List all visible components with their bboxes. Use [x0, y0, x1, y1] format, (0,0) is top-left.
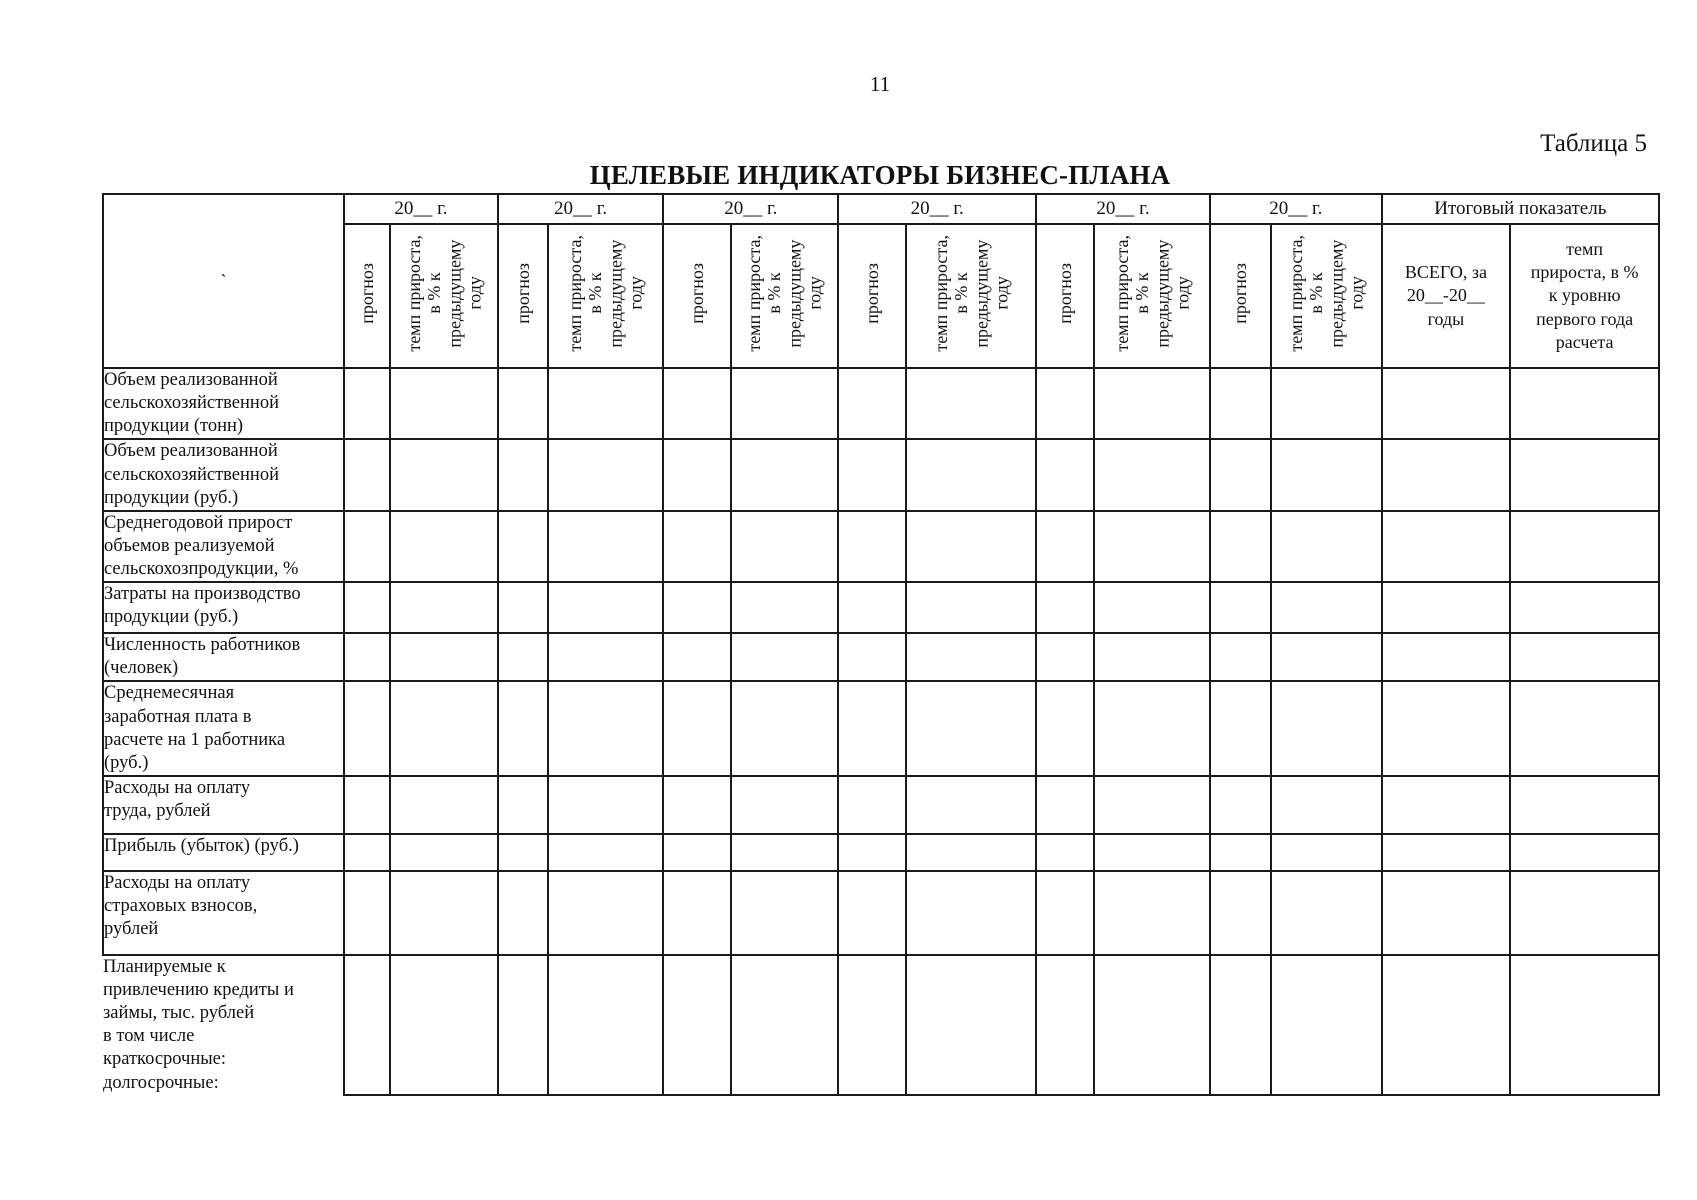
indicator-label-line: Прибыль (убыток) (руб.) — [104, 835, 299, 856]
indicator-label-line: сельскохозяйственной — [104, 393, 279, 414]
year-header-3: 20__ г. — [663, 194, 838, 224]
table-row — [103, 955, 1659, 1095]
value-cell — [1036, 582, 1094, 633]
growth-rate-label-line: предыдущему — [1326, 239, 1347, 348]
value-cell — [498, 776, 548, 834]
forecast-label: прогноз — [1055, 263, 1076, 324]
forecast-header-6 — [1210, 224, 1271, 368]
total-rate-label-line: прироста, в % — [1530, 261, 1639, 282]
value-cell — [1210, 871, 1271, 955]
total-sum-label-line: 20__-20__ — [1406, 285, 1485, 306]
value-cell — [663, 776, 730, 834]
value-cell — [498, 834, 548, 871]
document-title: ЦЕЛЕВЫЕ ИНДИКАТОРЫ БИЗНЕС-ПЛАНА — [589, 160, 1171, 190]
value-cell — [1271, 368, 1381, 439]
value-cell — [1510, 511, 1659, 582]
value-cell — [838, 368, 905, 439]
value-cell — [1382, 582, 1511, 633]
value-cell — [1094, 834, 1210, 871]
value-cell — [498, 955, 548, 1095]
total-rate-label-line: расчета — [1555, 332, 1614, 353]
value-cell — [663, 633, 730, 681]
indicator-label — [103, 633, 344, 681]
indicator-label — [103, 681, 344, 776]
indicator-label-line: объемов реализуемой — [104, 535, 275, 556]
value-cell — [548, 582, 664, 633]
total-rate-label-line: первого года — [1536, 308, 1634, 329]
indicator-label-line: Расходы на оплату — [104, 777, 251, 798]
value-cell — [1036, 871, 1094, 955]
value-cell — [1210, 582, 1271, 633]
growth-rate-label-line: в % к — [1306, 272, 1327, 315]
value-cell — [344, 368, 390, 439]
forecast-label: прогноз — [1230, 263, 1251, 324]
indicator-label-line: заработная плата в — [104, 706, 252, 727]
indicator-label-line: Объем реализованной — [104, 441, 278, 462]
value-cell — [548, 681, 664, 776]
value-cell — [731, 582, 838, 633]
year-header-2: 20__ г. — [498, 194, 664, 224]
value-cell — [390, 834, 497, 871]
value-cell — [906, 511, 1037, 582]
growth-rate-label-line: году — [625, 276, 646, 311]
value-cell — [1210, 368, 1271, 439]
value-cell — [390, 633, 497, 681]
value-cell — [344, 776, 390, 834]
value-cell — [1036, 955, 1094, 1095]
indicator-label-line: (руб.) — [104, 752, 149, 773]
growth-rate-label-line: в % к — [1131, 272, 1152, 315]
growth-rate-header-3 — [731, 224, 838, 368]
value-cell — [1094, 955, 1210, 1095]
value-cell — [1510, 955, 1659, 1095]
value-cell — [498, 368, 548, 439]
growth-rate-label-line: в % к — [950, 272, 971, 315]
value-cell — [1094, 776, 1210, 834]
year-header-1: 20__ г. — [344, 194, 498, 224]
value-cell — [344, 955, 390, 1095]
forecast-label: прогноз — [512, 263, 533, 324]
indicator-label-line: долгосрочные: — [103, 1072, 219, 1093]
total-rate-label-line: к уровню — [1548, 285, 1621, 306]
indicator-label — [103, 955, 344, 1095]
indicator-label-line: (человек) — [104, 658, 179, 679]
forecast-header-3 — [663, 224, 730, 368]
growth-rate-label-line: году — [464, 276, 485, 311]
growth-rate-header-1 — [390, 224, 497, 368]
value-cell — [344, 871, 390, 955]
indicator-label-line: Среднемесячная — [104, 683, 235, 704]
value-cell — [1036, 834, 1094, 871]
value-cell — [548, 871, 664, 955]
value-cell — [390, 955, 497, 1095]
value-cell — [498, 681, 548, 776]
year-header-6: 20__ г. — [1210, 194, 1382, 224]
value-cell — [838, 871, 905, 955]
value-cell — [663, 871, 730, 955]
table-body — [103, 368, 1659, 1095]
value-cell — [390, 871, 497, 955]
growth-rate-label-line: предыдущему — [605, 239, 626, 348]
growth-rate-label-line: темп прироста, — [565, 235, 586, 352]
value-cell — [1094, 368, 1210, 439]
indicator-label-line: в том числе — [103, 1026, 195, 1047]
value-cell — [1271, 871, 1381, 955]
value-cell — [548, 955, 664, 1095]
indicator-label-line: займы, тыс. рублей — [103, 1003, 255, 1024]
value-cell — [498, 439, 548, 510]
total-sum-header — [1382, 224, 1511, 368]
value-cell — [838, 633, 905, 681]
value-cell — [906, 368, 1037, 439]
forecast-label: прогноз — [861, 263, 882, 324]
indicator-label-line: расчете на 1 работника — [104, 729, 286, 750]
value-cell — [548, 633, 664, 681]
table-label: Таблица 5 — [1540, 130, 1647, 157]
value-cell — [344, 834, 390, 871]
indicator-label — [103, 871, 344, 955]
value-cell — [1382, 955, 1511, 1095]
growth-rate-label-line: темп прироста, — [1286, 235, 1307, 352]
value-cell — [731, 633, 838, 681]
value-cell — [663, 681, 730, 776]
value-cell — [731, 681, 838, 776]
value-cell — [1271, 834, 1381, 871]
indicator-label-line: Затраты на производство — [104, 584, 301, 605]
indicator-label — [103, 582, 344, 633]
value-cell — [548, 776, 664, 834]
value-cell — [1036, 633, 1094, 681]
growth-rate-label-line: году — [1346, 276, 1367, 311]
growth-rate-label-line: темп прироста, — [930, 235, 951, 352]
growth-rate-label-line: году — [990, 276, 1011, 311]
value-cell — [1036, 681, 1094, 776]
growth-rate-label-line: в % к — [423, 272, 444, 315]
value-cell — [1094, 871, 1210, 955]
table-row — [103, 368, 1659, 439]
growth-rate-label-line: году — [1172, 276, 1193, 311]
value-cell — [1271, 776, 1381, 834]
value-cell — [1382, 368, 1511, 439]
value-cell — [906, 834, 1037, 871]
growth-rate-label-line: предыдущему — [1152, 239, 1173, 348]
total-rate-header — [1510, 224, 1659, 368]
value-cell — [548, 511, 664, 582]
value-cell — [390, 681, 497, 776]
indicators-table — [102, 193, 1660, 1096]
indicator-label — [103, 511, 344, 582]
value-cell — [1510, 871, 1659, 955]
table-row — [103, 871, 1659, 955]
value-cell — [1094, 633, 1210, 681]
growth-rate-header-2 — [548, 224, 664, 368]
value-cell — [1510, 681, 1659, 776]
value-cell — [390, 776, 497, 834]
value-cell — [663, 582, 730, 633]
indicator-label-line: продукции (руб.) — [104, 607, 239, 628]
value-cell — [731, 368, 838, 439]
value-cell — [731, 776, 838, 834]
indicator-label-line: Объем реализованной — [104, 370, 278, 390]
indicator-label-line: сельскохозпродукции, % — [104, 559, 299, 579]
value-cell — [390, 368, 497, 439]
value-cell — [838, 834, 905, 871]
growth-rate-header-4 — [906, 224, 1037, 368]
growth-rate-label — [1286, 235, 1367, 352]
indicator-label-line: Расходы на оплату — [104, 872, 251, 893]
growth-rate-label-line: в % к — [585, 272, 606, 315]
value-cell — [731, 871, 838, 955]
indicator-label-line: продукции (тонн) — [104, 416, 244, 437]
forecast-header-1 — [344, 224, 390, 368]
total-rate-label-line: темп — [1566, 238, 1604, 259]
year-header-5: 20__ г. — [1036, 194, 1210, 224]
value-cell — [838, 681, 905, 776]
value-cell — [1510, 582, 1659, 633]
value-cell — [1271, 582, 1381, 633]
value-cell — [344, 633, 390, 681]
value-cell — [1271, 955, 1381, 1095]
value-cell — [344, 582, 390, 633]
year-header-4: 20__ г. — [838, 194, 1036, 224]
table-row — [103, 681, 1659, 776]
value-cell — [663, 834, 730, 871]
value-cell — [1510, 368, 1659, 439]
growth-rate-label — [1112, 235, 1193, 352]
indicator-label-line: Среднегодовой прирост — [104, 512, 293, 533]
indicator-label-line: продукции (руб.) — [104, 487, 239, 508]
indicator-label-line: страховых взносов, — [104, 896, 258, 916]
value-cell — [1382, 871, 1511, 955]
growth-rate-label-line: году — [804, 276, 825, 311]
value-cell — [1510, 633, 1659, 681]
value-cell — [1210, 776, 1271, 834]
value-cell — [390, 439, 497, 510]
indicator-label-line: рублей — [104, 919, 159, 940]
value-cell — [1382, 834, 1511, 871]
growth-rate-header-6 — [1271, 224, 1381, 368]
value-cell — [731, 511, 838, 582]
value-cell — [906, 633, 1037, 681]
value-cell — [1210, 439, 1271, 510]
growth-rate-label-line: темп прироста, — [1111, 235, 1132, 352]
value-cell — [1271, 511, 1381, 582]
value-cell — [1271, 633, 1381, 681]
total-sum-label-line: годы — [1427, 308, 1465, 329]
value-cell — [663, 511, 730, 582]
table-row — [103, 834, 1659, 871]
indicator-label — [103, 368, 344, 439]
value-cell — [663, 955, 730, 1095]
value-cell — [838, 776, 905, 834]
growth-rate-label-line: темп прироста, — [403, 235, 424, 352]
value-cell — [663, 439, 730, 510]
growth-rate-label-line: предыдущему — [970, 239, 991, 348]
total-indicator-header: Итоговый показатель — [1382, 194, 1659, 224]
table-row — [103, 511, 1659, 582]
value-cell — [1210, 681, 1271, 776]
value-cell — [731, 955, 838, 1095]
forecast-label: прогноз — [357, 263, 378, 324]
forecast-label: прогноз — [687, 263, 708, 324]
value-cell — [906, 439, 1037, 510]
table-row — [103, 776, 1659, 834]
indicator-label-line: Численность работников — [104, 635, 301, 656]
value-cell — [1271, 439, 1381, 510]
table-row — [103, 582, 1659, 633]
value-cell — [1036, 439, 1094, 510]
value-cell — [838, 511, 905, 582]
value-cell — [1094, 511, 1210, 582]
value-cell — [1094, 582, 1210, 633]
forecast-header-2 — [498, 224, 548, 368]
value-cell — [344, 439, 390, 510]
growth-rate-label — [744, 235, 825, 352]
value-cell — [1036, 511, 1094, 582]
value-cell — [1210, 834, 1271, 871]
value-cell — [838, 582, 905, 633]
value-cell — [548, 439, 664, 510]
value-cell — [548, 368, 664, 439]
value-cell — [1382, 681, 1511, 776]
value-cell — [498, 633, 548, 681]
value-cell — [906, 871, 1037, 955]
value-cell — [1382, 633, 1511, 681]
value-cell — [1210, 633, 1271, 681]
indicator-label — [103, 776, 344, 834]
indicator-label-line: краткосрочные: — [103, 1049, 227, 1070]
value-cell — [498, 511, 548, 582]
value-cell — [1382, 776, 1511, 834]
value-cell — [731, 834, 838, 871]
value-cell — [1271, 681, 1381, 776]
value-cell — [1382, 439, 1511, 510]
growth-rate-label — [931, 235, 1012, 352]
indicator-label-line: привлечению кредиты и — [103, 980, 294, 1000]
value-cell — [1210, 511, 1271, 582]
value-cell — [838, 955, 905, 1095]
growth-rate-header-5 — [1094, 224, 1210, 368]
indicator-label — [103, 834, 344, 871]
value-cell — [663, 368, 730, 439]
value-cell — [906, 955, 1037, 1095]
value-cell — [838, 439, 905, 510]
table-row — [103, 439, 1659, 510]
indicator-label-line: труда, рублей — [104, 801, 211, 821]
value-cell — [344, 681, 390, 776]
page-number: 11 — [869, 72, 891, 96]
value-cell — [906, 681, 1037, 776]
value-cell — [1036, 776, 1094, 834]
value-cell — [1510, 834, 1659, 871]
value-cell — [906, 776, 1037, 834]
value-cell — [498, 871, 548, 955]
value-cell — [344, 511, 390, 582]
growth-rate-label-line: предыдущему — [444, 239, 465, 348]
year-header-row — [103, 194, 1659, 224]
growth-rate-label-line: в % к — [764, 272, 785, 315]
growth-rate-label — [565, 235, 646, 352]
value-cell — [1510, 439, 1659, 510]
value-cell — [1210, 955, 1271, 1095]
indicator-label-line: Планируемые к — [103, 956, 226, 977]
value-cell — [1094, 681, 1210, 776]
value-cell — [390, 582, 497, 633]
value-cell — [548, 834, 664, 871]
value-cell — [390, 511, 497, 582]
indicator-label — [103, 439, 344, 510]
value-cell — [1382, 511, 1511, 582]
total-sum-label-line: ВСЕГО, за — [1404, 261, 1487, 282]
growth-rate-label-line: предыдущему — [784, 239, 805, 348]
growth-rate-label — [404, 235, 485, 352]
forecast-header-4 — [838, 224, 905, 368]
forecast-header-5 — [1036, 224, 1094, 368]
value-cell — [1036, 368, 1094, 439]
value-cell — [1094, 439, 1210, 510]
corner-header-cell: ` — [103, 194, 344, 368]
indicator-label-line: сельскохозяйственной — [104, 464, 279, 485]
value-cell — [498, 582, 548, 633]
value-cell — [731, 439, 838, 510]
table-row — [103, 633, 1659, 681]
value-cell — [1510, 776, 1659, 834]
value-cell — [906, 582, 1037, 633]
growth-rate-label-line: темп прироста, — [744, 235, 765, 352]
